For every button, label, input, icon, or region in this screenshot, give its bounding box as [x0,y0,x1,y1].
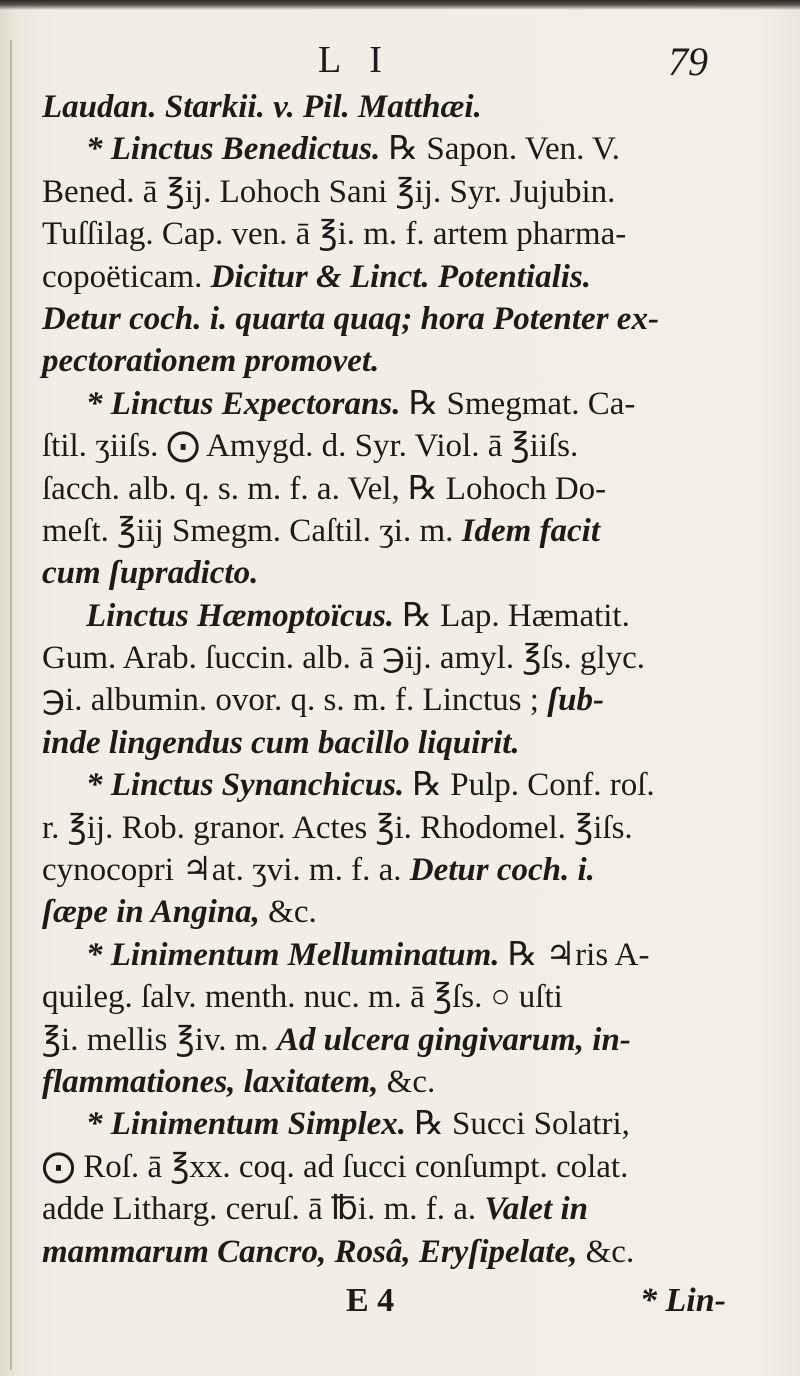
text-line [42,171,762,213]
italic-text: Detur coch. i. quarta quaq; hora Potenter ex- [42,300,659,337]
italic-text: Dicitur & Linct. Potentialis. [210,258,592,295]
italic-text: inde lingendus cum bacillo liquirit. [42,724,520,761]
italic-text: ſub- [547,682,605,719]
roman-text: ℞ ♃ris A- [499,936,650,973]
text-line [42,807,762,849]
roman-text: ⨀ Roſ. ā ℥xx. coq. ad ſucci conſumpt. colat. [42,1148,629,1185]
italic-text: ſæpe in Angina, [42,894,260,931]
roman-text: ℞ Sapon. Ven. V. [380,131,620,168]
text-line [42,1061,762,1103]
text-line [42,298,762,340]
gutter-shadow [10,40,12,1370]
text-line [42,679,762,721]
roman-text: r. ℥ij. Rob. granor. Actes ℥i. Rhodomel. ℥iſs. [42,809,633,846]
text-line [42,213,762,255]
text-line [42,976,762,1018]
roman-text: &c. [259,894,317,931]
italic-text: Linctus Hæmoptoïcus. [86,597,395,634]
italic-text: Detur coch. i. [409,852,595,889]
text-line [42,128,762,170]
text-line [42,1188,762,1230]
recipe-text [42,86,762,1273]
italic-text: * Linimentum Melluminatum. [86,936,500,973]
roman-text: meſt. ℥iij Smegm. Caſtil. ʒi. m. [42,512,462,549]
text-line [42,552,762,594]
italic-text: * Linimentum Simplex. [86,1106,406,1143]
italic-text: pectorationem promovet. [42,343,380,380]
roman-text: adde Litharg. ceruſ. ā ℔i. m. f. a. [42,1191,485,1228]
text-line [42,595,762,637]
text-line [42,934,762,976]
italic-text: Laudan. Starkii. v. Pil. Matthæi. [42,89,482,125]
text-line [42,256,762,298]
page-top-edge [0,0,800,10]
text-line [42,340,762,382]
italic-text: * Linctus Benedictus. [86,131,381,168]
text-line [42,891,762,933]
roman-text: &c. [378,1063,436,1100]
text-line [42,849,762,891]
running-header [0,38,800,84]
page-number: 79 [668,39,708,84]
italic-text: mammarum Cancro, Rosâ, Eryſipelate, [42,1233,578,1270]
roman-text: ℈i. albumin. ovor. q. s. m. f. Linctus ; [42,682,548,719]
italic-text: Valet in [484,1191,588,1228]
italic-text: Idem facit [461,512,601,549]
text-line [42,1146,762,1188]
text-line [42,722,762,764]
roman-text: copoëticam. [42,258,211,295]
roman-text: ℞ Lap. Hæmatit. [394,597,630,634]
text-line [42,764,762,806]
text-line [42,425,762,467]
italic-text: flammationes, laxitatem, [42,1063,379,1100]
italic-text: cum ſupradicto. [42,555,259,592]
roman-text: ℞ Succi Solatri, [405,1106,630,1143]
catchword: * Lin- [640,1282,726,1319]
page-footer [0,1282,800,1328]
text-line [42,1103,762,1145]
text-line [42,86,762,128]
roman-text: Tuſſilag. Cap. ven. ā ℥i. m. f. artem pharma- [42,216,627,253]
roman-text: ℞ Smegmat. Ca- [400,385,636,422]
text-line [42,468,762,510]
text-line [42,1231,762,1273]
italic-text: Ad ulcera gingivarum, in- [276,1021,631,1058]
text-line [42,383,762,425]
italic-text: * Linctus Expectorans. [86,385,401,422]
italic-text: * Linctus Synanchicus. [86,767,405,804]
text-line [42,510,762,552]
roman-text: ℞ Pulp. Conf. roſ. [404,767,655,804]
text-line [42,1019,762,1061]
roman-text: quileg. ſalv. menth. nuc. m. ā ℥ſs. ○ uſti [42,979,563,1016]
signature-mark: E 4 [346,1282,395,1319]
roman-text: Gum. Arab. ſuccin. alb. ā ℈ij. amyl. ℥ſs. glyc. [42,640,645,677]
roman-text: cynocopri ♃at. ʒvi. m. f. a. [42,852,410,889]
roman-text: Bened. ā ℥ij. Lohoch Sani ℥ij. Syr. Jujubin. [42,173,616,210]
roman-text: &c. [577,1233,635,1270]
gathering-signature: L I [318,39,392,81]
roman-text: ſacch. alb. q. s. m. f. a. Vel, ℞ Lohoch Do- [42,470,607,507]
roman-text: ſtil. ʒiiſs. ⨀ Amygd. d. Syr. Viol. ā ℥iiſs. [42,428,579,465]
text-line [42,637,762,679]
roman-text: ℥i. mellis ℥iv. m. [42,1021,277,1058]
